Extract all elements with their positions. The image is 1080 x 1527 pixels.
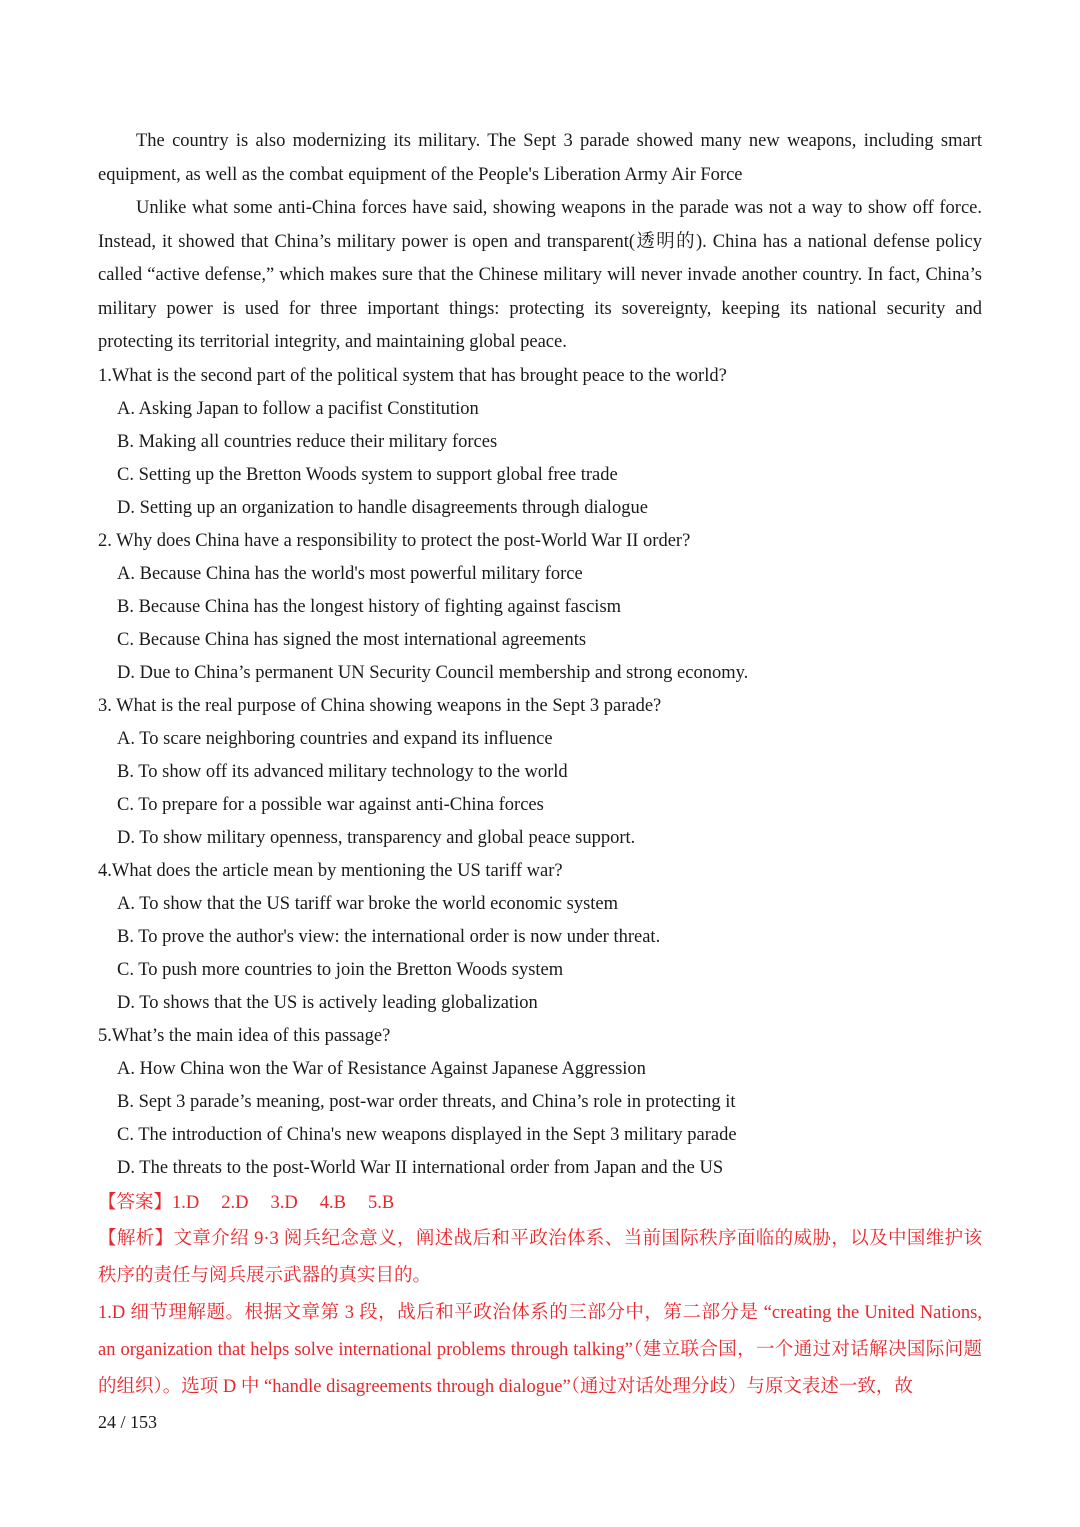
answer-line <box>98 1185 982 1221</box>
option-b: B. Sept 3 parade’s meaning, post-war order threats, and China’s role in protecting it <box>117 1091 736 1112</box>
passage-paragraph-1: The country is also modernizing its military. The Sept 3 parade showed many new weapons, including smart equipment, as well as the combat equipment of the People's Liberation Army Air Force <box>98 131 982 185</box>
question-2 <box>98 525 982 690</box>
document-body <box>98 125 982 1406</box>
option-a: A. To show that the US tariff war broke the world economic system <box>117 893 619 914</box>
option-d: D. Setting up an organization to handle disagreements through dialogue <box>117 497 648 518</box>
option-c: C. To prepare for a possible war against anti-China forces <box>117 794 544 815</box>
question-text: 4.What does the article mean by mentioning the US tariff war? <box>98 860 563 881</box>
question-text: 1.What is the second part of the political system that has brought peace to the world? <box>98 365 727 386</box>
analysis-summary <box>98 1221 982 1295</box>
option-b: B. Because China has the longest history of fighting against fascism <box>117 596 622 617</box>
answer-item: 2.D <box>221 1192 249 1213</box>
question-text: 5.What’s the main idea of this passage? <box>98 1025 391 1046</box>
analysis-detail: 1.D 细节理解题。根据文章第 3 段，战后和平政治体系的三部分中，第二部分是 “creating the United Nations, an organization that helps solve international problems through talking”（建立联合国，一个通过对话解决国际问题的组织）。选项 D 中 “handle disagreements through dialogue”（通过对话处理分歧）与原文表述一致，故 <box>98 1302 982 1397</box>
option-d: D. The threats to the post-World War II international order from Japan and the US <box>117 1157 724 1178</box>
option-c: C. The introduction of China's new weapons displayed in the Sept 3 military parade <box>117 1124 737 1145</box>
option-a: A. Because China has the world's most powerful military force <box>117 563 583 584</box>
page-number: 24 / 153 <box>98 1412 158 1432</box>
answer-item: 5.B <box>367 1192 395 1213</box>
answer-label: 【答案】 <box>98 1192 173 1213</box>
option-d: D. To shows that the US is actively leading globalization <box>117 992 538 1013</box>
passage-paragraph-2: Unlike what some anti-China forces have said, showing weapons in the parade was not a way to show off force. Instead, it showed that China’s military power is open and transparent(透明的). China has a national defense policy called “active defense,” which makes sure that the Chinese military will never invade another country. In fact, China’s military power is used for three important things: protecting its sovereignty, keeping its national security and protecting its territorial integrity, and maintaining global peace. <box>98 198 983 352</box>
answer-item: 1.D <box>172 1192 200 1213</box>
option-b: B. Making all countries reduce their military forces <box>117 431 498 452</box>
option-a: A. How China won the War of Resistance Against Japanese Aggression <box>117 1058 646 1079</box>
answer-item: 4.B <box>319 1192 346 1213</box>
question-4 <box>98 855 982 1020</box>
analysis-label: 【解析】 <box>98 1228 174 1249</box>
question-text: 3. What is the real purpose of China showing weapons in the Sept 3 parade? <box>98 695 662 716</box>
option-d: D. To show military openness, transparency and global peace support. <box>117 827 636 848</box>
option-c: C. Because China has signed the most international agreements <box>117 629 587 650</box>
analysis-text: 文章介绍 9·3 阅兵纪念意义，阐述战后和平政治体系、当前国际秩序面临的威胁，以及中国维护该秩序的责任与阅兵展示武器的真实目的。 <box>98 1228 982 1286</box>
option-a: A. To scare neighboring countries and expand its influence <box>117 728 553 749</box>
option-c: C. Setting up the Bretton Woods system to support global free trade <box>117 464 618 485</box>
option-a: A. Asking Japan to follow a pacifist Constitution <box>117 398 479 419</box>
question-3 <box>98 690 982 855</box>
question-text: 2. Why does China have a responsibility to protect the post-World War II order? <box>98 530 691 551</box>
option-c: C. To push more countries to join the Bretton Woods system <box>117 959 564 980</box>
answer-item: 3.D <box>270 1192 298 1213</box>
option-b: B. To show off its advanced military technology to the world <box>117 761 568 782</box>
option-d: D. Due to China’s permanent UN Security Council membership and strong economy. <box>117 662 749 683</box>
question-1 <box>98 360 982 525</box>
question-5 <box>98 1020 982 1185</box>
option-b: B. To prove the author's view: the international order is now under threat. <box>117 926 661 947</box>
